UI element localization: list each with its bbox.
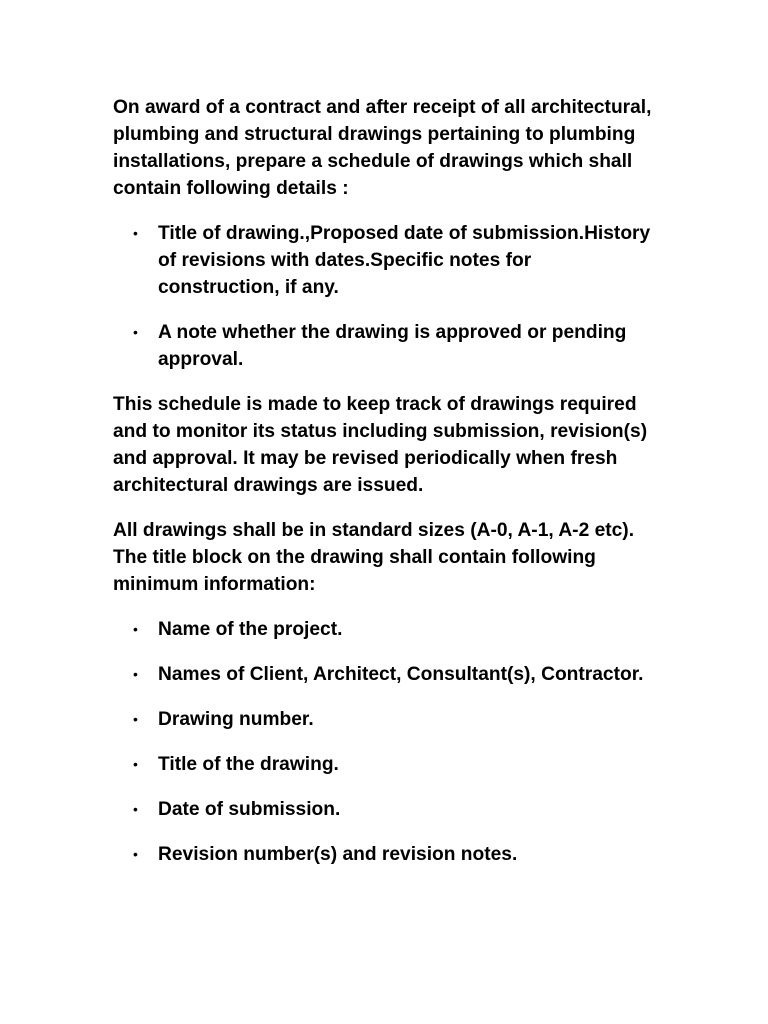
list-item bbox=[113, 706, 658, 733]
list-item-text: Title of drawing.,Proposed date of submission.History of revisions with dates.Specific notes for construction, if any. bbox=[158, 223, 651, 298]
list-item bbox=[113, 751, 658, 778]
list-item bbox=[113, 616, 658, 643]
title-block-paragraph: All drawings shall be in standard sizes (A-0, A-1, A-2 etc). The title block on the drawing shall contain following minimum information: bbox=[113, 520, 635, 595]
schedule-purpose-paragraph: This schedule is made to keep track of drawings required and to monitor its status including submission, revision(s) and approval. It may be revised periodically when fresh architectural drawings are issued. bbox=[113, 394, 648, 496]
list-item bbox=[113, 661, 658, 688]
list-item-text: Title of the drawing. bbox=[158, 754, 339, 775]
list-item bbox=[113, 220, 658, 301]
list-item bbox=[113, 796, 658, 823]
list-item bbox=[113, 841, 658, 868]
list-item bbox=[113, 319, 658, 373]
bullet-icon: • bbox=[133, 711, 138, 727]
list-item-text: Name of the project. bbox=[158, 619, 343, 640]
bullet-icon: • bbox=[133, 225, 138, 241]
document-page bbox=[113, 94, 658, 886]
list-item-text: Drawing number. bbox=[158, 709, 314, 730]
bullet-icon: • bbox=[133, 621, 138, 637]
list-item-text: Revision number(s) and revision notes. bbox=[158, 844, 518, 865]
intro-paragraph: On award of a contract and after receipt of all architectural, plumbing and structural drawings pertaining to plumbing installations, prepare a schedule of drawings which shall contain following details : bbox=[113, 97, 652, 199]
schedule-details-list bbox=[113, 220, 658, 373]
bullet-icon: • bbox=[133, 324, 138, 340]
list-item-text: Names of Client, Architect, Consultant(s), Contractor. bbox=[158, 664, 644, 685]
list-item-text: A note whether the drawing is approved or pending approval. bbox=[158, 322, 627, 370]
title-block-list bbox=[113, 616, 658, 868]
bullet-icon: • bbox=[133, 846, 138, 862]
bullet-icon: • bbox=[133, 801, 138, 817]
list-item-text: Date of submission. bbox=[158, 799, 341, 820]
bullet-icon: • bbox=[133, 756, 138, 772]
bullet-icon: • bbox=[133, 666, 138, 682]
